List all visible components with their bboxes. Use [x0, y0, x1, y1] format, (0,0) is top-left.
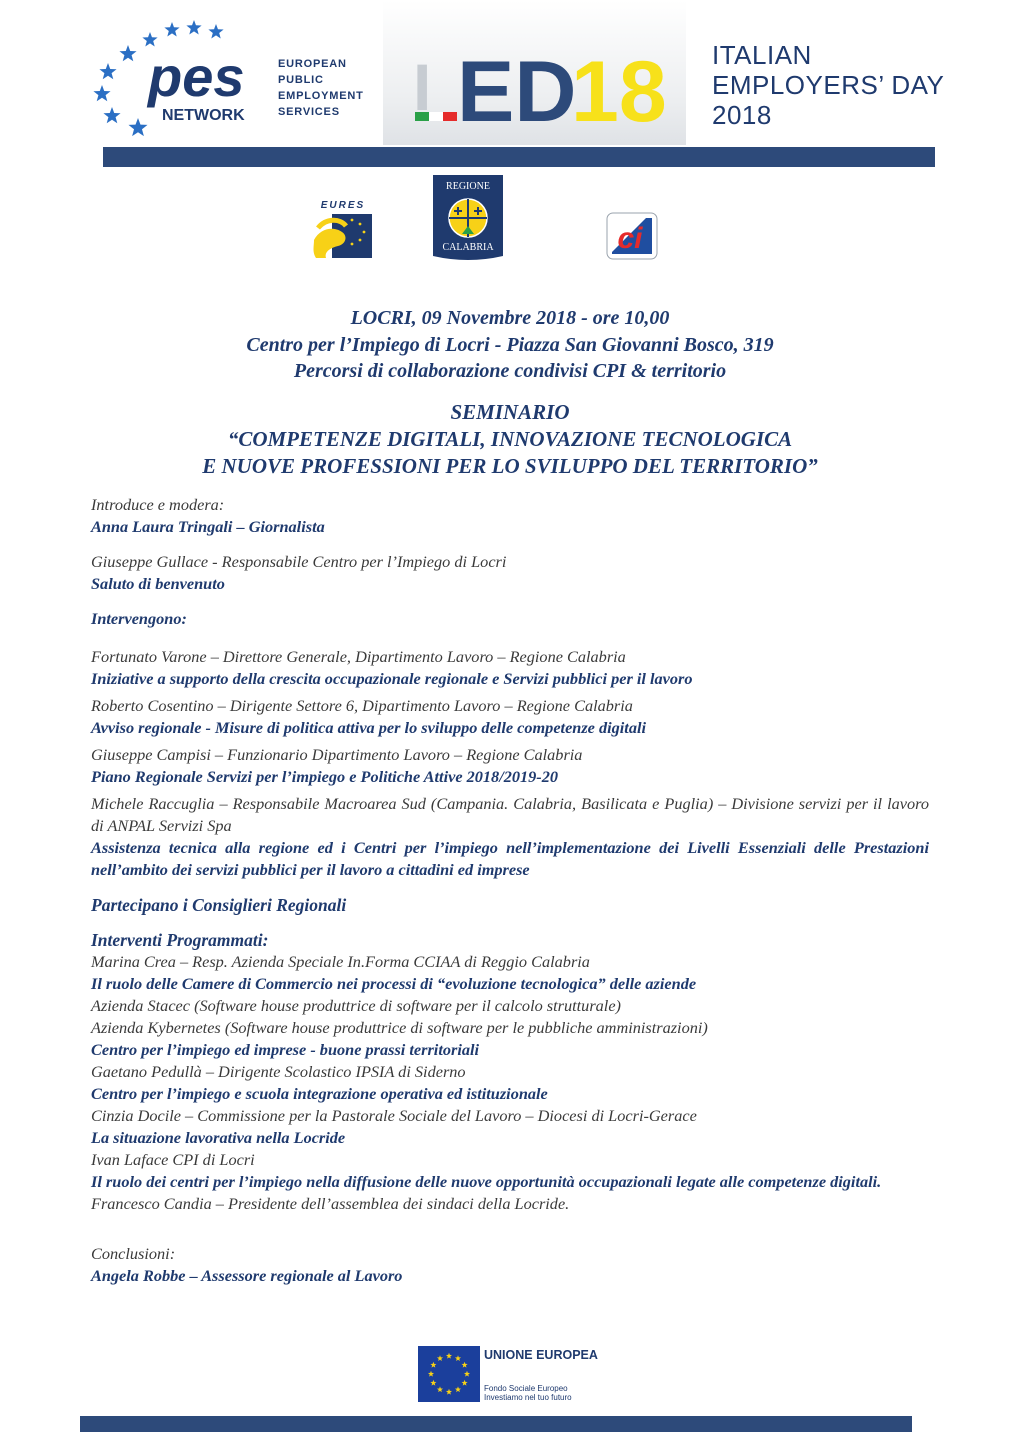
- event-theme: Percorsi di collaborazione condivisi CPI & territorio: [293, 360, 727, 382]
- ied18-logo: [383, 0, 686, 145]
- ci-text-text: ci: [617, 222, 643, 255]
- eu-flag-icon: [418, 1346, 480, 1402]
- eures-text-text: EURES: [320, 200, 366, 211]
- scheduled-speaker: Gaetano Pedullà – Dirigente Scolastico IPSIA di Siderno: [91, 1062, 466, 1081]
- calabria-top-text: REGIONE: [446, 181, 490, 192]
- speaker-name: Michele Raccuglia – Responsabile Macroarea Sud (Campania. Calabria, Basilicata e Puglia) – Divisione servizi per il lavoro di ANPAL Servizi Spa: [91, 794, 929, 835]
- scheduled-speaker: Cinzia Docile – Commissione per la Pastorale Sociale del Lavoro – Diocesi di Locri-Gerace: [91, 1106, 697, 1125]
- scheduled-topic: Il ruolo dei centri per l’impiego nella diffusione delle nuove opportunità occupazionali legate alle competenze digitali.: [91, 1172, 882, 1191]
- seminar-title: “COMPETENZE DIGITALI, INNOVAZIONE TECNOLOGICA: [227, 427, 793, 451]
- pes-net-text: NETWORK: [162, 107, 245, 124]
- ci-logo: [606, 212, 658, 260]
- eu-logo: [418, 1346, 618, 1402]
- ied-prefix-text: I: [413, 50, 432, 124]
- pes-tagline-line: EUROPEAN: [278, 58, 347, 70]
- welcome-speaker: Giuseppe Gullace - Responsabile Centro per l’Impiego di Locri: [91, 552, 507, 571]
- regione-calabria-logo: [432, 174, 504, 262]
- scheduled-list: [91, 951, 929, 1215]
- pes-stars-icon: [90, 20, 270, 140]
- scheduled-speaker: Ivan Laface CPI di Locri: [91, 1150, 255, 1169]
- speaker-topic: Assistenza tecnica alla regione ed i Centri per l’impiego nell’implementazione dei Livelli Essenziali delle Prestazioni nell’ambito dei servizi pubblici per il lavoro a cittadini ed imprese: [91, 838, 929, 879]
- moderator-intro: Introduce e modera:: [91, 495, 225, 514]
- event-title-line: EMPLOYERS’ DAY: [712, 70, 945, 100]
- pes-tagline: [278, 56, 364, 120]
- programme: [91, 494, 929, 1287]
- scheduled-topic: Centro per l’impiego ed imprese - buone prassi territoriali: [91, 1040, 480, 1059]
- scheduled-speaker: Azienda Kybernetes (Software house produttrice di software per le pubbliche amministrazioni): [91, 1018, 708, 1037]
- event-title-line: ITALIAN: [712, 40, 812, 70]
- speakers-heading: Intervengono:: [91, 609, 187, 628]
- ied18-logo-panel: [383, 0, 686, 145]
- pes-tagline-line: EMPLOYMENT: [278, 90, 364, 102]
- event-title: [712, 40, 1002, 130]
- eu-fund: Fondo Sociale Europeo: [484, 1384, 568, 1393]
- eu-motto: Investiamo nel tuo futuro: [484, 1393, 572, 1402]
- ied-year-text: 18: [571, 44, 667, 140]
- speaker-topic: Avviso regionale - Misure di politica attiva per lo sviluppo delle competenze digitali: [91, 718, 647, 737]
- scheduled-speaker: Marina Crea – Resp. Azienda Speciale In.Forma CCIAA di Reggio Calabria: [91, 952, 590, 971]
- scheduled-topic: Il ruolo delle Camere di Commercio nei processi di “evoluzione tecnologica” delle aziende: [91, 974, 697, 993]
- header-divider: [103, 147, 935, 167]
- footer-divider: [80, 1416, 912, 1432]
- seminar-label: SEMINARIO: [450, 400, 570, 424]
- scheduled-topic: La situazione lavorativa nella Locride: [91, 1128, 346, 1147]
- speaker-name: Roberto Cosentino – Dirigente Settore 6, Dipartimento Lavoro – Regione Calabria: [91, 696, 633, 715]
- pes-tagline-line: PUBLIC: [278, 74, 324, 86]
- conclusions-label: Conclusioni:: [91, 1244, 176, 1263]
- scheduled-speaker: Francesco Candia – Presidente dell’assemblea dei sindaci della Locride.: [91, 1194, 570, 1213]
- calabria-bottom-text: CALABRIA: [442, 242, 494, 253]
- speaker-name: Giuseppe Campisi – Funzionario Dipartimento Lavoro – Regione Calabria: [91, 745, 583, 764]
- ied-main-text: ED: [457, 44, 577, 140]
- eures-logo: [312, 198, 374, 260]
- welcome-title: Saluto di benvenuto: [91, 574, 225, 593]
- event-venue: Centro per l’Impiego di Locri - Piazza San Giovanni Bosco, 319: [246, 334, 774, 356]
- speaker-topic: Piano Regionale Servizi per l’impiego e Politiche Attive 2018/2019-20: [91, 767, 558, 786]
- councillors-line: Partecipano i Consiglieri Regionali: [91, 895, 347, 915]
- conclusions-speaker: Angela Robbe – Assessore regionale al Lavoro: [91, 1266, 403, 1285]
- event-date: LOCRI, 09 Novembre 2018 - ore 10,00: [350, 307, 670, 329]
- seminar-title: E NUOVE PROFESSIONI PER LO SVILUPPO DEL TERRITORIO”: [202, 454, 818, 478]
- scheduled-speaker: Azienda Stacec (Software house produttrice di software per il calcolo strutturale): [91, 996, 621, 1015]
- moderator: Anna Laura Tringali – Giornalista: [91, 517, 325, 536]
- pes-word-text: pes: [148, 45, 245, 108]
- scheduled-heading: Interventi Programmati:: [91, 930, 269, 950]
- pes-tagline-line: SERVICES: [278, 106, 340, 118]
- pes-network-logo: [90, 20, 380, 140]
- speaker-name: Fortunato Varone – Direttore Generale, Dipartimento Lavoro – Regione Calabria: [91, 647, 626, 666]
- page-header: [0, 0, 1020, 150]
- scheduled-topic: Centro per l’impiego e scuola integrazione operativa ed istituzionale: [91, 1084, 548, 1103]
- eu-name: UNIONE EUROPEA: [484, 1348, 598, 1362]
- speaker-topic: Iniziative a supporto della crescita occupazionale regionale e Servizi pubblici per il lavoro: [91, 669, 693, 688]
- event-title-line: 2018: [712, 100, 772, 130]
